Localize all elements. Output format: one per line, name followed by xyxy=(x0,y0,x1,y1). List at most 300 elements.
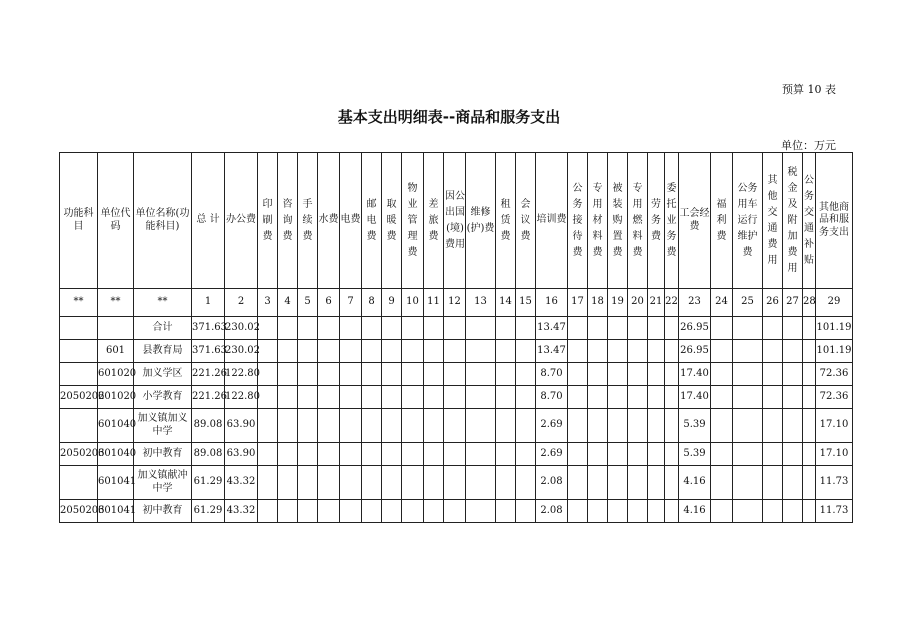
empty-cell xyxy=(382,500,402,523)
index-cell: 18 xyxy=(588,289,608,317)
empty-cell xyxy=(318,363,340,386)
empty-cell xyxy=(628,500,648,523)
empty-cell xyxy=(665,386,679,409)
empty-cell xyxy=(568,443,588,466)
cell-func xyxy=(60,466,98,500)
header-meeting: 会议费 xyxy=(516,153,536,289)
header-total: 总 计 xyxy=(192,153,225,289)
cell-office: 230.02 xyxy=(225,340,258,363)
empty-cell xyxy=(733,317,763,340)
empty-cell xyxy=(278,409,298,443)
empty-cell xyxy=(402,443,424,466)
empty-cell xyxy=(298,500,318,523)
index-cell: ** xyxy=(134,289,192,317)
empty-cell xyxy=(298,317,318,340)
empty-cell xyxy=(424,363,444,386)
index-cell: 19 xyxy=(608,289,628,317)
empty-cell xyxy=(318,409,340,443)
header-train: 培训费 xyxy=(536,153,568,289)
empty-cell xyxy=(382,340,402,363)
empty-cell xyxy=(382,386,402,409)
empty-cell xyxy=(588,386,608,409)
cell-office: 43.32 xyxy=(225,466,258,500)
cell-total: 61.29 xyxy=(192,500,225,523)
empty-cell xyxy=(496,500,516,523)
cell-func: 2050203 xyxy=(60,500,98,523)
cell-code: 601020 xyxy=(98,386,134,409)
empty-cell xyxy=(648,317,665,340)
cell-office: 122.80 xyxy=(225,386,258,409)
empty-cell xyxy=(783,409,803,443)
empty-cell xyxy=(496,317,516,340)
unit-label: 单位：万元 xyxy=(781,139,836,152)
empty-cell xyxy=(628,386,648,409)
header-print: 印刷费 xyxy=(258,153,278,289)
cell-other: 101.19 xyxy=(816,317,853,340)
page-title: 基本支出明细表--商品和服务支出 xyxy=(337,108,561,126)
empty-cell xyxy=(258,386,278,409)
empty-cell xyxy=(628,363,648,386)
empty-cell xyxy=(466,409,496,443)
cell-other: 72.36 xyxy=(816,363,853,386)
empty-cell xyxy=(496,443,516,466)
cell-union: 26.95 xyxy=(679,340,711,363)
header-unit-code: 单位代码 xyxy=(98,153,134,289)
cell-code: 601 xyxy=(98,340,134,363)
empty-cell xyxy=(496,363,516,386)
index-cell: 29 xyxy=(816,289,853,317)
index-row xyxy=(60,289,853,317)
cell-other: 11.73 xyxy=(816,500,853,523)
empty-cell xyxy=(258,466,278,500)
empty-cell xyxy=(402,317,424,340)
cell-train: 8.70 xyxy=(536,363,568,386)
empty-cell xyxy=(783,466,803,500)
empty-cell xyxy=(648,466,665,500)
empty-cell xyxy=(711,386,733,409)
empty-cell xyxy=(424,500,444,523)
cell-name: 小学教育 xyxy=(134,386,192,409)
empty-cell xyxy=(763,386,783,409)
empty-cell xyxy=(278,317,298,340)
header-uniform: 被装购置费 xyxy=(608,153,628,289)
empty-cell xyxy=(628,317,648,340)
empty-cell xyxy=(298,386,318,409)
empty-cell xyxy=(733,386,763,409)
table-row xyxy=(60,340,853,363)
empty-cell xyxy=(402,409,424,443)
cell-code: 601020 xyxy=(98,363,134,386)
cell-func xyxy=(60,340,98,363)
empty-cell xyxy=(258,443,278,466)
table-row xyxy=(60,317,853,340)
cell-union: 5.39 xyxy=(679,443,711,466)
empty-cell xyxy=(783,386,803,409)
empty-cell xyxy=(803,340,816,363)
empty-cell xyxy=(665,317,679,340)
empty-cell xyxy=(340,466,362,500)
index-cell: 16 xyxy=(536,289,568,317)
empty-cell xyxy=(424,317,444,340)
form-number: 预算 10 表 xyxy=(782,83,836,96)
empty-cell xyxy=(516,409,536,443)
empty-cell xyxy=(763,340,783,363)
empty-cell xyxy=(466,500,496,523)
empty-cell xyxy=(466,340,496,363)
header-traffic: 其他交通费用 xyxy=(763,153,783,289)
cell-func xyxy=(60,363,98,386)
header-post: 邮电费 xyxy=(362,153,382,289)
cell-union: 5.39 xyxy=(679,409,711,443)
header-entrust: 委托业务费 xyxy=(665,153,679,289)
empty-cell xyxy=(648,443,665,466)
empty-cell xyxy=(340,443,362,466)
index-cell: 20 xyxy=(628,289,648,317)
empty-cell xyxy=(402,386,424,409)
index-cell: 15 xyxy=(516,289,536,317)
empty-cell xyxy=(466,386,496,409)
empty-cell xyxy=(803,386,816,409)
empty-cell xyxy=(258,317,278,340)
cell-code: 601040 xyxy=(98,443,134,466)
index-cell: 9 xyxy=(382,289,402,317)
header-func: 功能科目 xyxy=(60,153,98,289)
empty-cell xyxy=(588,340,608,363)
cell-func: 2050203 xyxy=(60,443,98,466)
empty-cell xyxy=(318,386,340,409)
empty-cell xyxy=(568,500,588,523)
empty-cell xyxy=(711,340,733,363)
empty-cell xyxy=(298,363,318,386)
empty-cell xyxy=(382,363,402,386)
cell-train: 2.69 xyxy=(536,409,568,443)
empty-cell xyxy=(711,443,733,466)
cell-office: 43.32 xyxy=(225,500,258,523)
empty-cell xyxy=(466,363,496,386)
table-row xyxy=(60,466,853,500)
cell-total: 371.63 xyxy=(192,317,225,340)
empty-cell xyxy=(278,466,298,500)
cell-code: 601041 xyxy=(98,466,134,500)
empty-cell xyxy=(444,466,466,500)
empty-cell xyxy=(763,409,783,443)
index-cell: 25 xyxy=(733,289,763,317)
empty-cell xyxy=(516,363,536,386)
empty-cell xyxy=(665,500,679,523)
empty-cell xyxy=(362,409,382,443)
empty-cell xyxy=(803,466,816,500)
empty-cell xyxy=(665,340,679,363)
header-office: 办公费 xyxy=(225,153,258,289)
empty-cell xyxy=(402,466,424,500)
empty-cell xyxy=(318,443,340,466)
cell-name: 县教育局 xyxy=(134,340,192,363)
empty-cell xyxy=(608,443,628,466)
index-cell: 14 xyxy=(496,289,516,317)
cell-name: 加义学区 xyxy=(134,363,192,386)
cell-code xyxy=(98,317,134,340)
empty-cell xyxy=(362,443,382,466)
empty-cell xyxy=(568,409,588,443)
cell-train: 13.47 xyxy=(536,317,568,340)
cell-office: 230.02 xyxy=(225,317,258,340)
empty-cell xyxy=(588,500,608,523)
empty-cell xyxy=(340,500,362,523)
cell-union: 4.16 xyxy=(679,466,711,500)
cell-total: 221.26 xyxy=(192,386,225,409)
cell-total: 371.63 xyxy=(192,340,225,363)
empty-cell xyxy=(278,443,298,466)
cell-union: 17.40 xyxy=(679,363,711,386)
empty-cell xyxy=(298,466,318,500)
header-labor: 劳务费 xyxy=(648,153,665,289)
header-subsidy: 公务交通补贴 xyxy=(803,153,816,289)
empty-cell xyxy=(803,500,816,523)
empty-cell xyxy=(783,317,803,340)
empty-cell xyxy=(711,466,733,500)
empty-cell xyxy=(444,317,466,340)
empty-cell xyxy=(733,409,763,443)
cell-code: 601041 xyxy=(98,500,134,523)
empty-cell xyxy=(648,386,665,409)
index-cell: 13 xyxy=(466,289,496,317)
empty-cell xyxy=(588,363,608,386)
empty-cell xyxy=(516,500,536,523)
empty-cell xyxy=(382,409,402,443)
empty-cell xyxy=(382,466,402,500)
header-property: 物业管理费 xyxy=(402,153,424,289)
empty-cell xyxy=(466,317,496,340)
empty-cell xyxy=(588,443,608,466)
empty-cell xyxy=(298,340,318,363)
empty-cell xyxy=(665,409,679,443)
header-unit-name: 单位名称(功能科目) xyxy=(134,153,192,289)
empty-cell xyxy=(516,466,536,500)
header-abroad: 因公出国(境)费用 xyxy=(444,153,466,289)
header-power: 电费 xyxy=(340,153,362,289)
empty-cell xyxy=(803,443,816,466)
empty-cell xyxy=(340,317,362,340)
empty-cell xyxy=(362,386,382,409)
empty-cell xyxy=(298,409,318,443)
empty-cell xyxy=(382,317,402,340)
empty-cell xyxy=(362,340,382,363)
index-cell: 17 xyxy=(568,289,588,317)
empty-cell xyxy=(444,409,466,443)
empty-cell xyxy=(382,443,402,466)
index-cell: ** xyxy=(60,289,98,317)
empty-cell xyxy=(424,466,444,500)
empty-cell xyxy=(711,317,733,340)
empty-cell xyxy=(608,317,628,340)
index-cell: 26 xyxy=(763,289,783,317)
empty-cell xyxy=(278,340,298,363)
index-cell: ** xyxy=(98,289,134,317)
header-tax: 税金及附加费用 xyxy=(783,153,803,289)
cell-code: 601040 xyxy=(98,409,134,443)
empty-cell xyxy=(362,363,382,386)
cell-total: 61.29 xyxy=(192,466,225,500)
index-cell: 6 xyxy=(318,289,340,317)
header-car: 公务用车运行维护费 xyxy=(733,153,763,289)
empty-cell xyxy=(783,443,803,466)
table-row xyxy=(60,409,853,443)
empty-cell xyxy=(424,340,444,363)
empty-cell xyxy=(318,466,340,500)
index-cell: 22 xyxy=(665,289,679,317)
empty-cell xyxy=(318,500,340,523)
empty-cell xyxy=(733,340,763,363)
empty-cell xyxy=(648,340,665,363)
empty-cell xyxy=(340,386,362,409)
index-cell: 4 xyxy=(278,289,298,317)
empty-cell xyxy=(568,317,588,340)
empty-cell xyxy=(733,363,763,386)
empty-cell xyxy=(362,466,382,500)
empty-cell xyxy=(568,386,588,409)
empty-cell xyxy=(362,500,382,523)
empty-cell xyxy=(568,363,588,386)
cell-other: 17.10 xyxy=(816,409,853,443)
empty-cell xyxy=(803,317,816,340)
empty-cell xyxy=(516,386,536,409)
empty-cell xyxy=(424,443,444,466)
empty-cell xyxy=(424,409,444,443)
index-cell: 12 xyxy=(444,289,466,317)
empty-cell xyxy=(711,363,733,386)
empty-cell xyxy=(733,466,763,500)
cell-office: 122.80 xyxy=(225,363,258,386)
cell-train: 2.08 xyxy=(536,466,568,500)
cell-name: 加义镇加义中学 xyxy=(134,409,192,443)
cell-other: 11.73 xyxy=(816,466,853,500)
empty-cell xyxy=(402,340,424,363)
cell-other: 17.10 xyxy=(816,443,853,466)
header-repair: 维修(护)费 xyxy=(466,153,496,289)
empty-cell xyxy=(516,443,536,466)
empty-cell xyxy=(444,443,466,466)
empty-cell xyxy=(763,500,783,523)
index-cell: 11 xyxy=(424,289,444,317)
index-cell: 23 xyxy=(679,289,711,317)
empty-cell xyxy=(711,409,733,443)
empty-cell xyxy=(665,363,679,386)
empty-cell xyxy=(340,409,362,443)
empty-cell xyxy=(648,363,665,386)
cell-name: 初中教育 xyxy=(134,500,192,523)
header-row xyxy=(60,153,853,289)
empty-cell xyxy=(608,500,628,523)
cell-name: 加义镇献冲中学 xyxy=(134,466,192,500)
empty-cell xyxy=(588,466,608,500)
empty-cell xyxy=(444,386,466,409)
header-water: 水费 xyxy=(318,153,340,289)
empty-cell xyxy=(783,500,803,523)
empty-cell xyxy=(402,363,424,386)
empty-cell xyxy=(402,500,424,523)
empty-cell xyxy=(568,340,588,363)
cell-name: 合计 xyxy=(134,317,192,340)
index-cell: 10 xyxy=(402,289,424,317)
cell-union: 4.16 xyxy=(679,500,711,523)
empty-cell xyxy=(803,363,816,386)
empty-cell xyxy=(258,340,278,363)
header-travel: 差旅费 xyxy=(424,153,444,289)
empty-cell xyxy=(588,409,608,443)
empty-cell xyxy=(496,340,516,363)
cell-total: 89.08 xyxy=(192,443,225,466)
header-other: 其他商品和服务支出 xyxy=(816,153,853,289)
empty-cell xyxy=(608,363,628,386)
cell-func xyxy=(60,317,98,340)
index-cell: 7 xyxy=(340,289,362,317)
table-row xyxy=(60,443,853,466)
empty-cell xyxy=(318,317,340,340)
empty-cell xyxy=(278,386,298,409)
empty-cell xyxy=(496,386,516,409)
empty-cell xyxy=(648,500,665,523)
empty-cell xyxy=(362,317,382,340)
index-cell: 5 xyxy=(298,289,318,317)
empty-cell xyxy=(733,443,763,466)
empty-cell xyxy=(763,466,783,500)
cell-office: 63.90 xyxy=(225,443,258,466)
cell-train: 8.70 xyxy=(536,386,568,409)
table-body xyxy=(60,317,853,523)
empty-cell xyxy=(258,500,278,523)
table-row xyxy=(60,386,853,409)
empty-cell xyxy=(783,363,803,386)
empty-cell xyxy=(258,409,278,443)
header-fee: 手续费 xyxy=(298,153,318,289)
empty-cell xyxy=(628,340,648,363)
empty-cell xyxy=(588,317,608,340)
header-material: 专用材料费 xyxy=(588,153,608,289)
cell-func xyxy=(60,409,98,443)
empty-cell xyxy=(278,363,298,386)
header-heat: 取暖费 xyxy=(382,153,402,289)
empty-cell xyxy=(496,409,516,443)
empty-cell xyxy=(608,466,628,500)
empty-cell xyxy=(278,500,298,523)
table-row xyxy=(60,500,853,523)
empty-cell xyxy=(258,363,278,386)
empty-cell xyxy=(628,409,648,443)
empty-cell xyxy=(340,363,362,386)
empty-cell xyxy=(568,466,588,500)
empty-cell xyxy=(665,443,679,466)
empty-cell xyxy=(628,466,648,500)
cell-total: 221.26 xyxy=(192,363,225,386)
empty-cell xyxy=(466,466,496,500)
empty-cell xyxy=(516,317,536,340)
empty-cell xyxy=(763,443,783,466)
cell-union: 17.40 xyxy=(679,386,711,409)
index-cell: 8 xyxy=(362,289,382,317)
empty-cell xyxy=(628,443,648,466)
cell-union: 26.95 xyxy=(679,317,711,340)
empty-cell xyxy=(444,340,466,363)
empty-cell xyxy=(608,386,628,409)
empty-cell xyxy=(783,340,803,363)
empty-cell xyxy=(711,500,733,523)
index-cell: 21 xyxy=(648,289,665,317)
empty-cell xyxy=(496,466,516,500)
empty-cell xyxy=(608,340,628,363)
header-union: 工会经费 xyxy=(679,153,711,289)
header-rent: 租赁费 xyxy=(496,153,516,289)
cell-func: 2050202 xyxy=(60,386,98,409)
